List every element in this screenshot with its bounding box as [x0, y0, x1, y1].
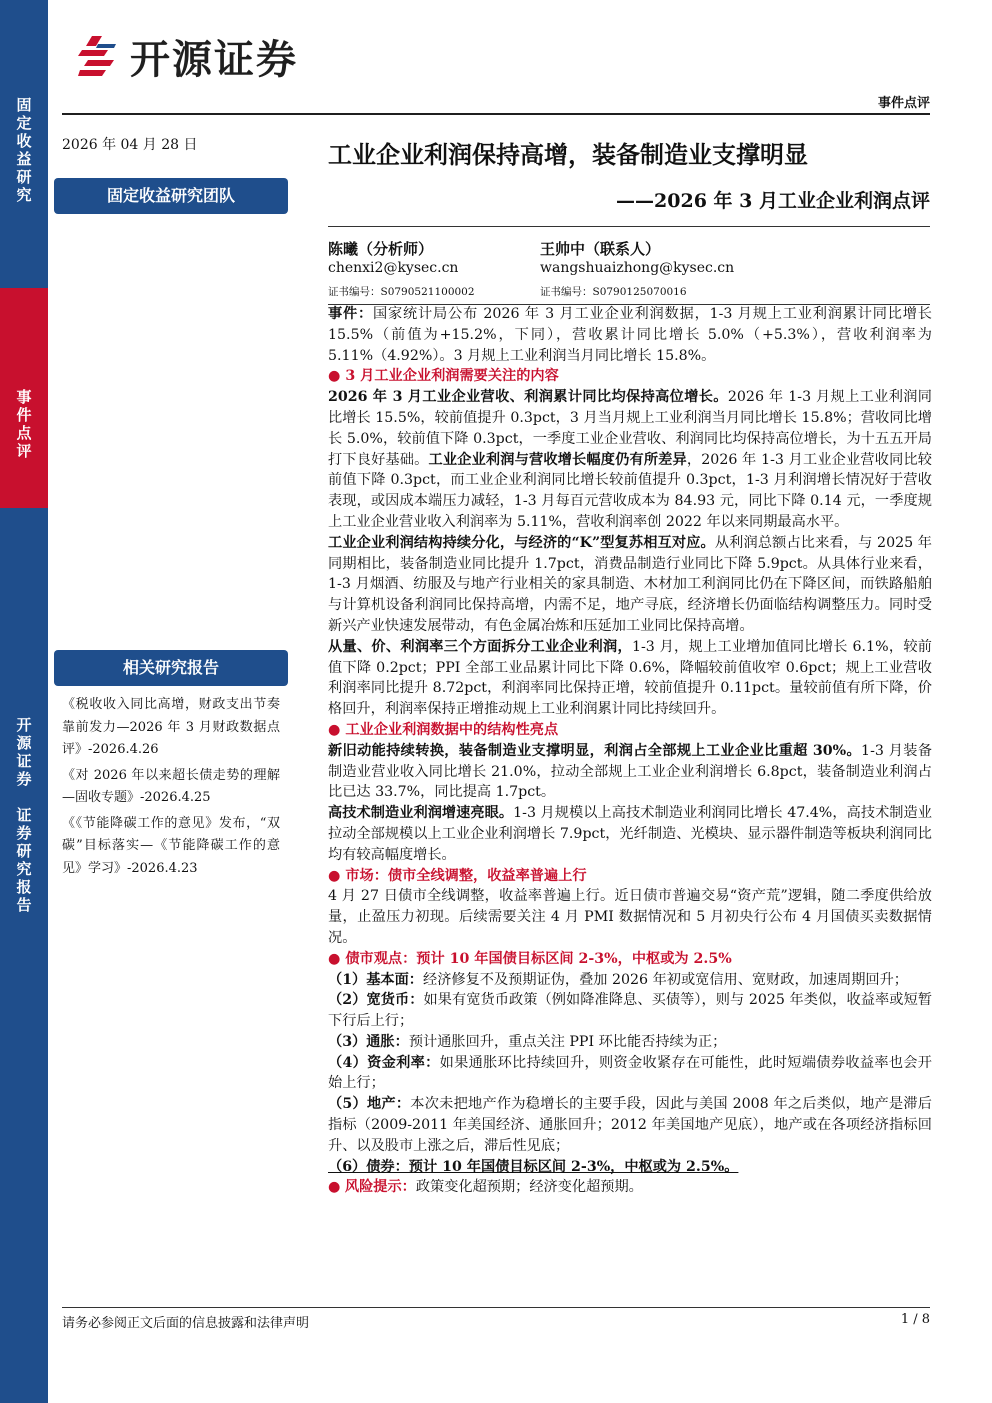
paragraph-text: 1-3 月规模以上高技术制造业利润同比增长 47.4%，高技术制造业拉动全部规模以上工业企业利润增长 7.9pct，光纤制造、光模块、显示器件制造等板块利润同比均有较高幅度增长。: [328, 805, 932, 863]
view-item: [328, 1032, 932, 1053]
page-number: 1 / 8: [900, 1312, 930, 1327]
lead-text: 高技术制造业利润增速亮眼。: [328, 805, 514, 822]
paragraph: [328, 741, 932, 803]
view-label: （4）资金利率：: [328, 1054, 440, 1071]
team-label: 固定收益研究团队: [54, 178, 288, 214]
related-report-link[interactable]: 《《节能降碳工作的意见》发布，“双碳”目标落实—《节能降碳工作的意见》学习》-2026.4.23: [62, 815, 280, 876]
paragraph: [328, 637, 932, 720]
sidebar-char: 开: [16, 716, 32, 734]
section-heading: ● 债市观点：预计 10 年国债目标区间 2-3%，中枢或为 2.5%: [328, 950, 732, 967]
paragraph-text: 1-3 月装备制造业营业收入同比增长 21.0%，拉动全部规上工业企业利润增长 6.8pct，装备制造业利润占比已达 33.7%，同比提高 1.7pct。: [328, 742, 933, 801]
related-report-link[interactable]: 《对 2026 年以来超长债走势的理解—固收专题》-2026.4.25: [62, 767, 280, 805]
paragraph: [328, 803, 932, 865]
risk-text: 政策变化超预期；经济变化超预期。: [415, 1179, 643, 1196]
author-email[interactable]: chenxi2@kysec.cn: [328, 260, 459, 276]
view-text: 如果通胀环比持续回升，则资金收紧存在可能性，此时短端债券收益率也会开始上行；: [328, 1054, 932, 1092]
lead-text: 2026 年 3 月工业企业营收、利润累计同比均保持高位增长。: [328, 389, 728, 406]
sidebar-char: 件: [16, 406, 32, 424]
section-heading: ● 市场：债市全线调整，收益率普遍上行: [328, 867, 587, 884]
view-label: （1）基本面：: [328, 971, 423, 988]
paragraph-text: 4 月 27 日债市全线调整，收益率普遍上行。近日债市普遍交易“资产荒”逻辑，随二季度供给放量，止盈压力初现。后续需要关注 4 月 PMI 数据情况和 5 月初央行公布 4 月国债买卖数据情况。: [328, 888, 932, 946]
sidebar-char: 究: [16, 860, 32, 878]
footer-disclaimer: 请务必参阅正文后面的信息披露和法律声明: [62, 1316, 310, 1331]
view-text: 如果有宽货币政策（例如降准降息、买债等），则与 2025 年类似，收益率或短暂下行后上行；: [328, 992, 933, 1030]
sidebar-char: 固: [16, 96, 32, 114]
paragraph: [328, 886, 932, 948]
report-body: [328, 304, 932, 1198]
sidebar-char: 事: [16, 388, 32, 406]
sidebar-category: [0, 96, 48, 204]
section-title: 工业企业利润数据中的结构性亮点: [345, 721, 559, 738]
paragraph-text: 从利润总额占比来看，与 2025 年同期相比，装备制造业同比提升 1.7pct，消费品制造行业同比下降 5.9pct。从具体行业来看，1-3 月烟酒、纺服及与地产行业相关的家具制造、木材加工利润同比仍在下降区间，而铁路船舶与计算机设备利润同比保持高增，内需不足，地产寻底，经济增长仍面临结构调整压力。同时受新兴产业快速发展带动，有色金属冶炼和压延加工业同比保持高增。: [328, 534, 932, 634]
sidebar-char: 券: [16, 824, 32, 842]
author-name: 陈曦（分析师）: [328, 240, 434, 258]
related-reports-label: 相关研究报告: [54, 650, 288, 686]
sidebar-char: 收: [16, 132, 32, 150]
section-title: 市场：债市全线调整，收益率普遍上行: [345, 867, 587, 884]
sidebar-report-type: [0, 388, 48, 460]
left-sidebar: [0, 0, 48, 1403]
paragraph-text: 2026 年 1-3 月规上工业利润同比增长 15.5%，较前值提升 0.3pct，3 月当月规上工业利润当月同比增长 15.8%；营收同比增长 5.0%，较前值下降 0.3pct，一季度工业企业营收、利润同比均保持高位增长，为十五五开局打下良好基础。: [328, 389, 932, 468]
header-divider: [62, 113, 930, 115]
sidebar-char: 点: [16, 424, 32, 442]
view-item: [328, 1094, 932, 1156]
paragraph: [328, 387, 932, 533]
lead-text: 从量、价、利润率三个方面拆分工业企业利润，: [328, 638, 632, 655]
title-divider: [328, 226, 930, 227]
report-title: 工业企业利润保持高增，装备制造业支撑明显: [328, 140, 808, 169]
brand-logo: [78, 28, 298, 85]
report-subtitle: ——2026 年 3 月工业企业利润点评: [616, 190, 930, 212]
event-paragraph: [328, 304, 932, 366]
sidebar-char: 研: [16, 168, 32, 186]
view-item: [328, 1053, 932, 1095]
view-text: 本次未把地产作为稳增长的主要手段，因此与美国 2008 年之后类似，地产是滞后指标（2009-2011 年美国经济、通胀回升；2012 年美国地产见底），地产或在各项经济指标回升、以及股市上涨之后，滞后性见底；: [328, 1096, 932, 1154]
view-item: [328, 1157, 932, 1178]
sidebar-char: 源: [16, 734, 32, 752]
section-title: 债市观点：预计 10 年国债目标区间 2-3%，中枢或为 2.5%: [345, 950, 732, 967]
view-text: 经济修复不及预期证伪，叠加 2026 年初或宽信用、宽财政，加速周期回升；: [423, 971, 908, 988]
sidebar-char: 究: [16, 186, 32, 204]
related-report-link[interactable]: 《税收收入同比高增，财政支出节奏靠前发力—2026 年 3 月财政数据点评》-2026.4.26: [62, 697, 280, 757]
view-label: （5）地产：: [328, 1096, 411, 1113]
section-heading: ● 工业企业利润数据中的结构性亮点: [328, 721, 559, 738]
sidebar-char: 券: [16, 770, 32, 788]
sidebar-char: 定: [16, 114, 32, 132]
view-item: [328, 970, 932, 991]
author-cert: 证书编号：S0790521100002: [328, 286, 475, 298]
brand-logo-icon: [78, 34, 118, 80]
author-card: [328, 240, 475, 302]
paragraph-text: 1-3 月，规上工业增加值同比增长 6.1%，较前值下降 0.2pct；PPI 全部工业品累计同比下降 0.6%，降幅较前值收窄 0.6pct；规上工业营收利润率同比提升 8.72pct，利润率同比保持正增，较前值提升 0.11pct。量较前值有所下降，价格回升，利润率保持正增推动规上工业利润累计同比持续回升。: [328, 638, 932, 718]
lead-text: 工业企业利润结构持续分化，与经济的“K”型复苏相互对应。: [328, 534, 715, 551]
view-label: （2）宽货币：: [328, 992, 424, 1009]
author-email[interactable]: wangshuaizhong@kysec.cn: [540, 260, 735, 276]
report-date: 2026 年 04 月 28 日: [62, 137, 198, 153]
sidebar-char: 评: [16, 442, 32, 460]
brand-name: 开源证券: [130, 37, 298, 83]
related-reports-list: [62, 694, 280, 883]
sidebar-char: 研: [16, 842, 32, 860]
view-text: （6）债券：预计 10 年国债目标区间 2-3%，中枢或为 2.5%。: [328, 1158, 739, 1175]
event-text: 国家统计局公布 2026 年 3 月工业企业利润数据，1-3 月规上工业利润累计同比增长 15.5%（前值为+15.2%，下同），营收累计同比增长 5.0%（+5.3%），营收利润率为 5.11%（4.92%）。3 月规上工业利润当月同比增长 15.8%。: [328, 306, 932, 364]
view-label: （3）通胀：: [328, 1033, 409, 1050]
section-heading: ● 3 月工业企业利润需要关注的内容: [328, 368, 559, 385]
section-title: 3 月工业企业利润需要关注的内容: [345, 368, 559, 385]
sidebar-char: 告: [16, 896, 32, 914]
view-item: [328, 990, 932, 1032]
report-type-tag: 事件点评: [877, 96, 930, 111]
author-card: [540, 240, 734, 302]
footer-divider: [62, 1307, 930, 1308]
risk-label: 风险提示：: [344, 1179, 416, 1196]
author-cert: 证书编号：S0790125070016: [540, 286, 687, 298]
paragraph: [328, 533, 932, 637]
risk-note: ● 风险提示：政策变化超预期；经济变化超预期。: [328, 1179, 643, 1196]
lead-text: 新旧动能持续转换，装备制造业支撑明显，利润占全部规上工业企业比重超 30%。: [328, 742, 862, 759]
sidebar-brand: [0, 716, 48, 914]
sidebar-char: 益: [16, 150, 32, 168]
paragraph-text: ，2026 年 1-3 月工业企业营收同比较前值下降 0.3pct，而工业企业利润同比增长较前值提升 0.3pct，1-3 月利润增长情况好于营收表现，或因成本端压力减轻，1-3 月每百元营收成本为 84.93 元，同比下降 0.14 元，一季度规上工业企业营业收入利润率为 5.11%，营收利润率创 2022 年以来同期最高水平。: [328, 451, 932, 530]
sidebar-char: 证: [16, 752, 32, 770]
lead-text: 工业企业利润与营收增长幅度仍有所差异: [428, 451, 687, 468]
author-name: 王帅中（联系人）: [540, 240, 661, 258]
sidebar-char: 证: [16, 806, 32, 824]
event-label: 事件：: [328, 306, 374, 322]
view-text: 预计通胀回升，重点关注 PPI 环比能否持续为正；: [408, 1033, 727, 1050]
sidebar-char: 报: [16, 878, 32, 896]
sidebar-char: [0, 788, 48, 806]
